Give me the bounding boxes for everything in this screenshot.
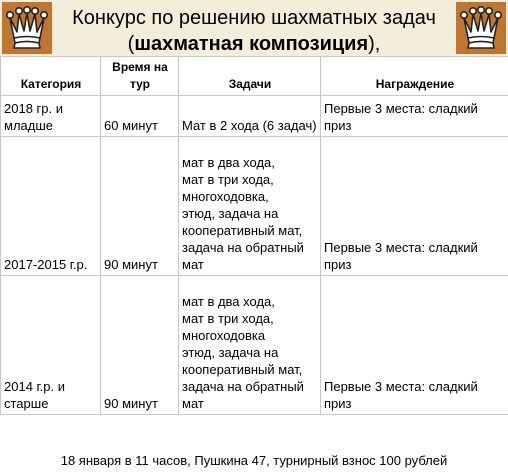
cell-award: Первые 3 места: сладкий приз — [321, 276, 508, 415]
chess-queen-icon — [456, 2, 506, 54]
column-header-category: Категория — [1, 57, 101, 96]
table-row — [1, 276, 508, 415]
table-row — [1, 96, 508, 137]
chess-queen-icon — [2, 2, 52, 54]
contest-table — [0, 56, 508, 415]
header-banner — [0, 0, 508, 56]
column-header-award: Награждение — [321, 57, 508, 96]
table-header-row — [1, 57, 508, 96]
cell-tasks: Мат в 2 хода (6 задач) — [179, 96, 321, 137]
cell-tasks: мат в два хода, мат в три хода, многоходовка, этюд, задача на кооперативный мат, задача на обратный мат — [179, 137, 321, 276]
column-header-time: Время на тур — [101, 57, 179, 96]
cell-category: 2014 г.р. и старше — [1, 276, 101, 415]
page-subtitle: (шахматная композиция), — [127, 33, 381, 55]
cell-tasks: мат в два хода, мат в три хода, многоходовка этюд, задача на кооперативный мат, задача на обратный мат — [179, 276, 321, 415]
subtitle-bold: шахматная композиция — [134, 33, 369, 55]
column-header-tasks: Задачи — [179, 57, 321, 96]
footer-info: 18 января в 11 часов, Пушкина 47, турнирный взнос 100 рублей — [60, 453, 448, 468]
cell-time: 90 минут — [101, 276, 179, 415]
table-row — [1, 137, 508, 276]
cell-time: 60 минут — [101, 96, 179, 137]
cell-category: 2017-2015 г.р. — [1, 137, 101, 276]
cell-category: 2018 гр. и младше — [1, 96, 101, 137]
page-title: Конкурс по решению шахматных задач — [72, 7, 436, 29]
cell-award: Первые 3 места: сладкий приз — [321, 96, 508, 137]
cell-time: 90 минут — [101, 137, 179, 276]
cell-award: Первые 3 места: сладкий приз — [321, 137, 508, 276]
